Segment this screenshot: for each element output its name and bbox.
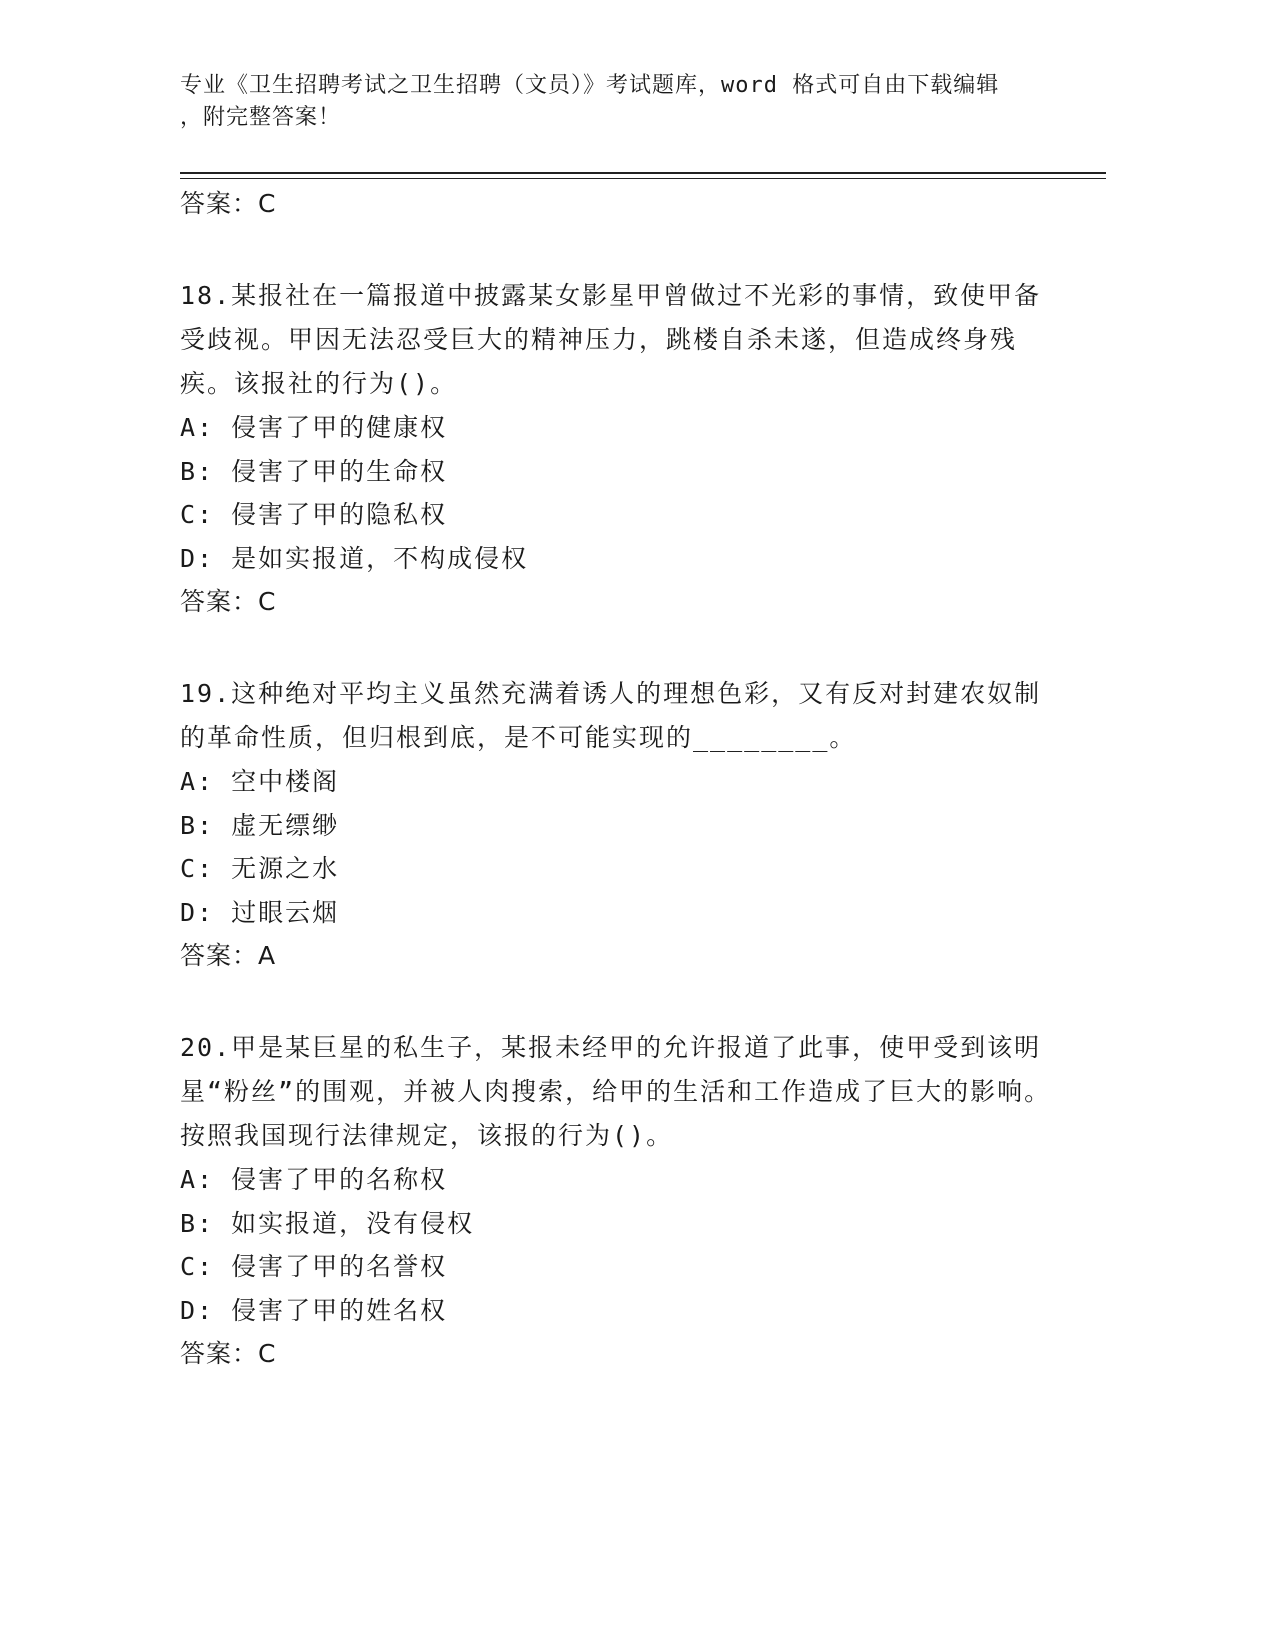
- question-text: 19.这种绝对平均主义虽然充满着诱人的理想色彩，又有反对封建农奴制的革命性质，但归根到底，是不可能实现的________。: [180, 679, 1042, 752]
- option-c: C: 侵害了甲的隐私权: [180, 500, 448, 529]
- header-divider-thin: [180, 178, 1106, 179]
- question-18: [180, 274, 1060, 624]
- option-d: D: 侵害了甲的姓名权: [180, 1295, 448, 1325]
- option-a: A: 侵害了甲的健康权: [180, 413, 448, 442]
- option-d: D: 过眼云烟: [180, 897, 340, 927]
- option-c: C: 侵害了甲的名誉权: [180, 1252, 448, 1281]
- option-b: B: 虚无缥缈: [180, 810, 340, 840]
- answer: 答案：C: [180, 587, 277, 616]
- question-text: 20.甲是某巨星的私生子，某报未经甲的允许报道了此事，使甲受到该明星“粉丝”的围观，并被人肉搜索，给甲的生活和工作造成了巨大的影响。按照我国现行法律规定，该报的行为()。: [180, 1033, 1052, 1150]
- option-a: A: 空中楼阁: [180, 767, 340, 796]
- question-text: 18.某报社在一篇报道中披露某女影星甲曾做过不光彩的事情，致使甲备受歧视。甲因无法忍受巨大的精神压力，跳楼自杀未遂，但造成终身残疾。该报社的行为()。: [180, 281, 1042, 398]
- option-d: D: 是如实报道，不构成侵权: [180, 543, 529, 573]
- answer: 答案：A: [180, 941, 277, 970]
- option-b: B: 如实报道，没有侵权: [180, 1208, 475, 1238]
- answer: 答案：C: [180, 1339, 277, 1368]
- option-a: A: 侵害了甲的名称权: [180, 1165, 448, 1194]
- header-line-1: 专业《卫生招聘考试之卫生招聘（文员）》考试题库，word 格式可自由下载编辑: [180, 73, 1000, 98]
- question-20: [180, 1026, 1060, 1376]
- option-b: B: 侵害了甲的生命权: [180, 456, 448, 486]
- question-list: [180, 182, 1060, 1376]
- question-19: [180, 672, 1060, 978]
- document-header: [180, 70, 1040, 134]
- option-c: C: 无源之水: [180, 854, 340, 883]
- header-line-2: ，附完整答案！: [180, 105, 342, 130]
- header-divider-thick: [180, 172, 1106, 174]
- previous-answer: 答案：C: [180, 189, 277, 218]
